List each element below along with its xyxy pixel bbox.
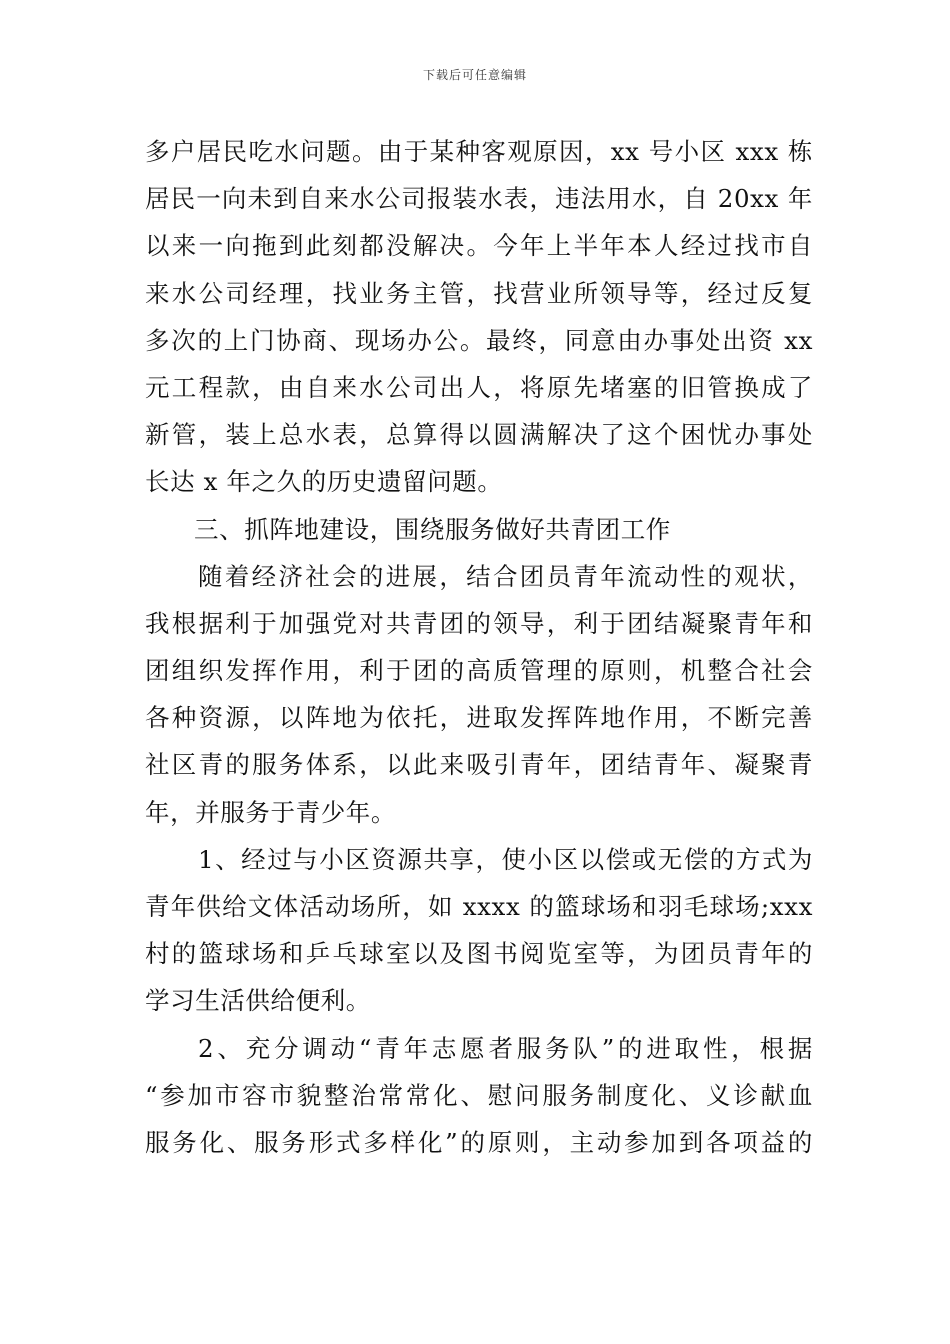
text-line: 社区青的服务体系，以此来吸引青年，团结青年、凝聚青 bbox=[145, 750, 813, 780]
text-line: 多户居民吃水问题。由于某种客观原因，xx 号小区 xxx 栋 bbox=[145, 137, 813, 166]
text-line: 我根据利于加强党对共青团的领导，利于团结凝聚青年和 bbox=[145, 608, 813, 638]
text-line: 团组织发挥作用，利于团的高质管理的原则，机整合社会 bbox=[145, 656, 813, 686]
text-line: 以来一向拖到此刻都没解决。今年上半年本人经过找市自 bbox=[145, 231, 813, 261]
document-body bbox=[145, 128, 813, 1166]
text-line: 多次的上门协商、现场办公。最终，同意由办事处出资 xx bbox=[145, 325, 813, 355]
section-heading: 三、抓阵地建设，围绕服务做好共青团工作 bbox=[194, 514, 671, 544]
text-line: 新管，装上总水表，总算得以圆满解决了这个困忧办事处 bbox=[145, 420, 813, 450]
text-line: 居民一向未到自来水公司报装水表，违法用水，自 20xx 年 bbox=[145, 184, 813, 214]
text-line: 各种资源，以阵地为依托，进取发挥阵地作用，不断完善 bbox=[145, 703, 813, 733]
text-line: “参加市容市貌整治常常化、慰问服务制度化、义诊献血 bbox=[145, 1080, 813, 1110]
text-line: 年，并服务于青少年。 bbox=[145, 797, 396, 827]
text-line: 元工程款，由自来水公司出人，将原先堵塞的旧管换成了 bbox=[145, 372, 813, 402]
text-line: 1、经过与小区资源共享，使小区以偿或无偿的方式为 bbox=[198, 844, 813, 874]
text-line: 服务化、服务形式多样化”的原则，主动参加到各项益的 bbox=[145, 1127, 813, 1157]
text-line: 学习生活供给便利。 bbox=[145, 986, 371, 1016]
page-header: 下载后可任意编辑 bbox=[422, 68, 527, 82]
text-line: 长达 x 年之久的历史遗留问题。 bbox=[145, 467, 503, 497]
text-line: 来水公司经理，找业务主管，找营业所领导等，经过反复 bbox=[145, 278, 813, 308]
text-line: 随着经济社会的进展，结合团员青年流动性的观状， bbox=[198, 561, 813, 591]
text-line: 2、充分调动“青年志愿者服务队”的进取性，根据 bbox=[198, 1033, 813, 1063]
text-line: 青年供给文体活动场所，如 xxxx 的篮球场和羽毛球场;xxx bbox=[145, 892, 813, 921]
text-line: 村的篮球场和乒乓球室以及图书阅览室等，为团员青年的 bbox=[145, 939, 813, 969]
